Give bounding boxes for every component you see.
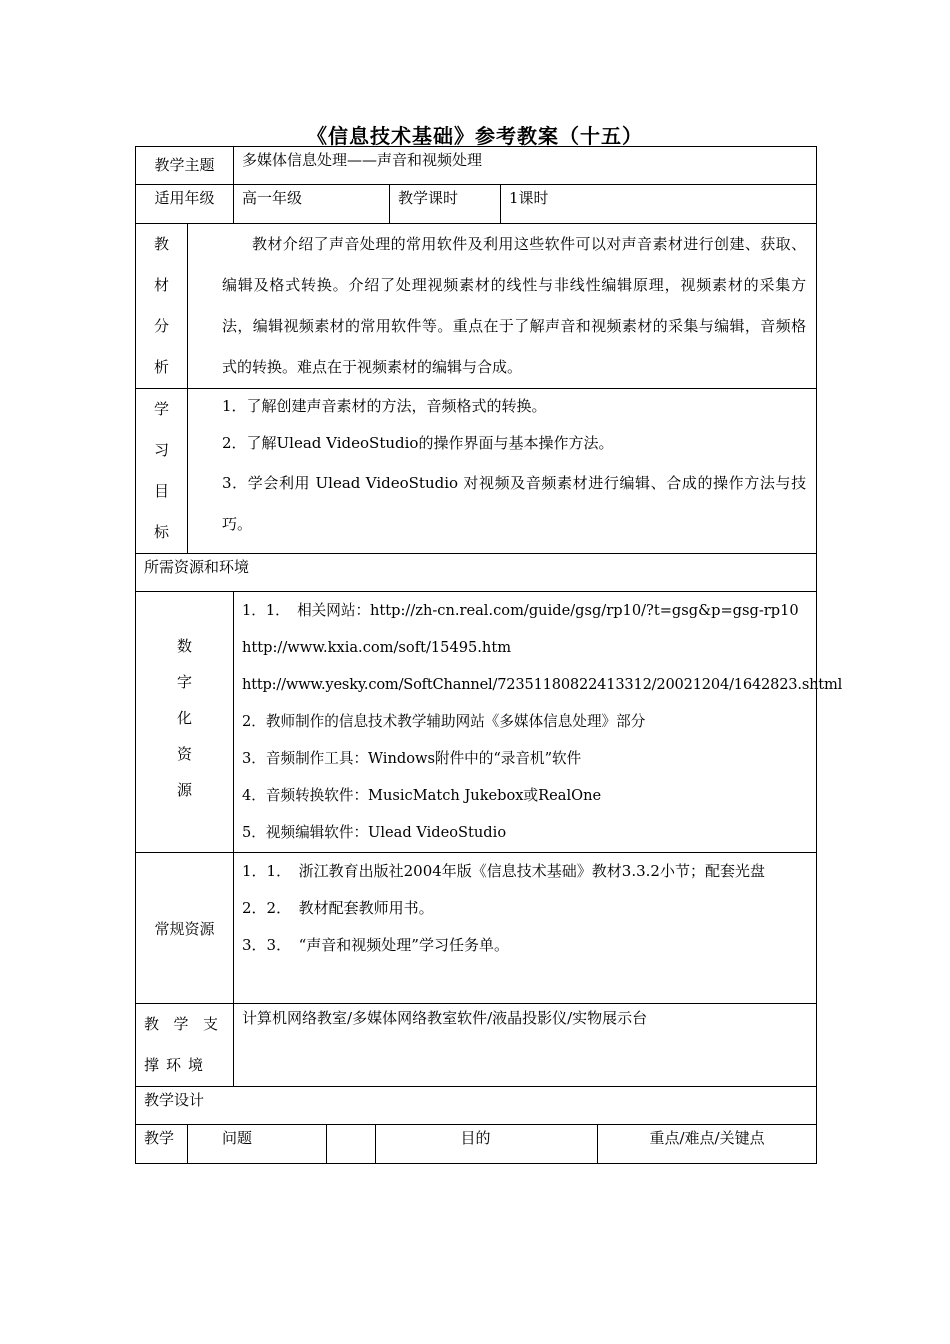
goals-label <box>136 389 188 554</box>
analysis-label-char: 教 <box>153 235 169 253</box>
design-col-question <box>188 1125 376 1164</box>
analysis-label <box>136 224 188 389</box>
regular-label: 常规资源 <box>136 853 234 1004</box>
goals-label-char: 标 <box>153 523 169 541</box>
regular-item: 2．2． 教材配套教师用书。 <box>242 899 434 917</box>
support-label: 教学支撑环境 <box>136 1004 234 1087</box>
support-value: 计算机网络教室/多媒体网络教室软件/液晶投影仪/实物展示台 <box>234 1004 817 1087</box>
goal-item: 1．了解创建声音素材的方法，音频格式的转换。 <box>222 397 547 415</box>
digital-label <box>136 592 234 853</box>
goals-row <box>136 389 817 554</box>
resources-row <box>136 554 817 592</box>
digital-label-char: 资 <box>177 745 193 763</box>
regular-item: 3．3． “声音和视频处理”学习任务单。 <box>242 936 509 954</box>
goal-item: 2．了解Ulead VideoStudio的操作界面与基本操作方法。 <box>222 434 614 452</box>
digital-label-char: 源 <box>177 781 193 799</box>
grade-label: 适用年级 <box>136 185 234 224</box>
analysis-row <box>136 224 817 389</box>
topic-value: 多媒体信息处理——声音和视频处理 <box>234 147 817 185</box>
digital-item: 3．音频制作工具：Windows附件中的“录音机”软件 <box>242 750 582 767</box>
digital-label-char: 字 <box>177 673 193 691</box>
goal-item: 3．学会利用 Ulead VideoStudio 对视频及音频素材进行编辑、合成的操作方法与技巧。 <box>222 474 807 533</box>
regular-list <box>234 853 817 1004</box>
lesson-plan-table <box>135 146 843 1164</box>
goals-label-char: 习 <box>153 441 169 459</box>
design-row <box>136 1087 817 1125</box>
digital-list <box>234 592 843 853</box>
digital-row <box>136 592 817 853</box>
design-col-purpose: 目的 <box>376 1125 598 1164</box>
document-title: 《信息技术基础》参考教案（十五） <box>307 124 643 148</box>
goals-label-char: 目 <box>153 482 169 500</box>
support-row <box>136 1004 817 1087</box>
digital-item: 5．视频编辑软件：Ulead VideoStudio <box>242 824 507 841</box>
digital-item: 1．1． 相关网站：http://zh-cn.real.com/guide/gsg/rp10/?t=gsg&p=gsg-rp10 <box>242 602 799 619</box>
regular-item: 1．1． 浙江教育出版社2004年版《信息技术基础》教材3.3.2小节；配套光盘 <box>242 862 765 880</box>
digital-item: http://www.kxia.com/soft/15495.htm <box>242 639 512 656</box>
grade-value: 高一年级 <box>234 185 390 224</box>
digital-label-char: 数 <box>177 637 193 655</box>
digital-item: 4．音频转换软件：MusicMatch Jukebox或RealOne <box>242 787 602 804</box>
resources-label: 所需资源和环境 <box>136 554 817 592</box>
goals-label-char: 学 <box>153 400 169 418</box>
analysis-label-char: 材 <box>153 276 169 294</box>
digital-item: 2．教师制作的信息技术教学辅助网站《多媒体信息处理》部分 <box>242 713 646 730</box>
analysis-label-char: 析 <box>153 358 169 376</box>
hours-label: 教学课时 <box>390 185 501 224</box>
design-columns-row <box>136 1125 817 1164</box>
analysis-label-char: 分 <box>153 317 169 335</box>
regular-row <box>136 853 817 1004</box>
digital-label-char: 化 <box>177 709 193 727</box>
topic-label: 教学主题 <box>136 147 234 185</box>
design-col-question-label: 问题 <box>188 1125 327 1163</box>
design-col-keypoints: 重点/难点/关键点 <box>598 1125 817 1164</box>
topic-row <box>136 147 817 185</box>
hours-value: 1课时 <box>501 185 817 224</box>
design-col-stage: 教学 <box>136 1125 188 1164</box>
grade-row <box>136 185 817 224</box>
design-label: 教学设计 <box>136 1087 817 1125</box>
digital-item: http://www.yesky.com/SoftChannel/72351180822413312/20021204/1642823.shtml <box>242 676 843 693</box>
analysis-text: 教材介绍了声音处理的常用软件及利用这些软件可以对声音素材进行创建、获取、编辑及格式转换。介绍了处理视频素材的线性与非线性编辑原理，视频素材的采集方法，编辑视频素材的常用软件等。重点在于了解声音和视频素材的采集与编辑，音频格式的转换。难点在于视频素材的编辑与合成。 <box>188 224 817 389</box>
goals-list <box>188 389 817 554</box>
